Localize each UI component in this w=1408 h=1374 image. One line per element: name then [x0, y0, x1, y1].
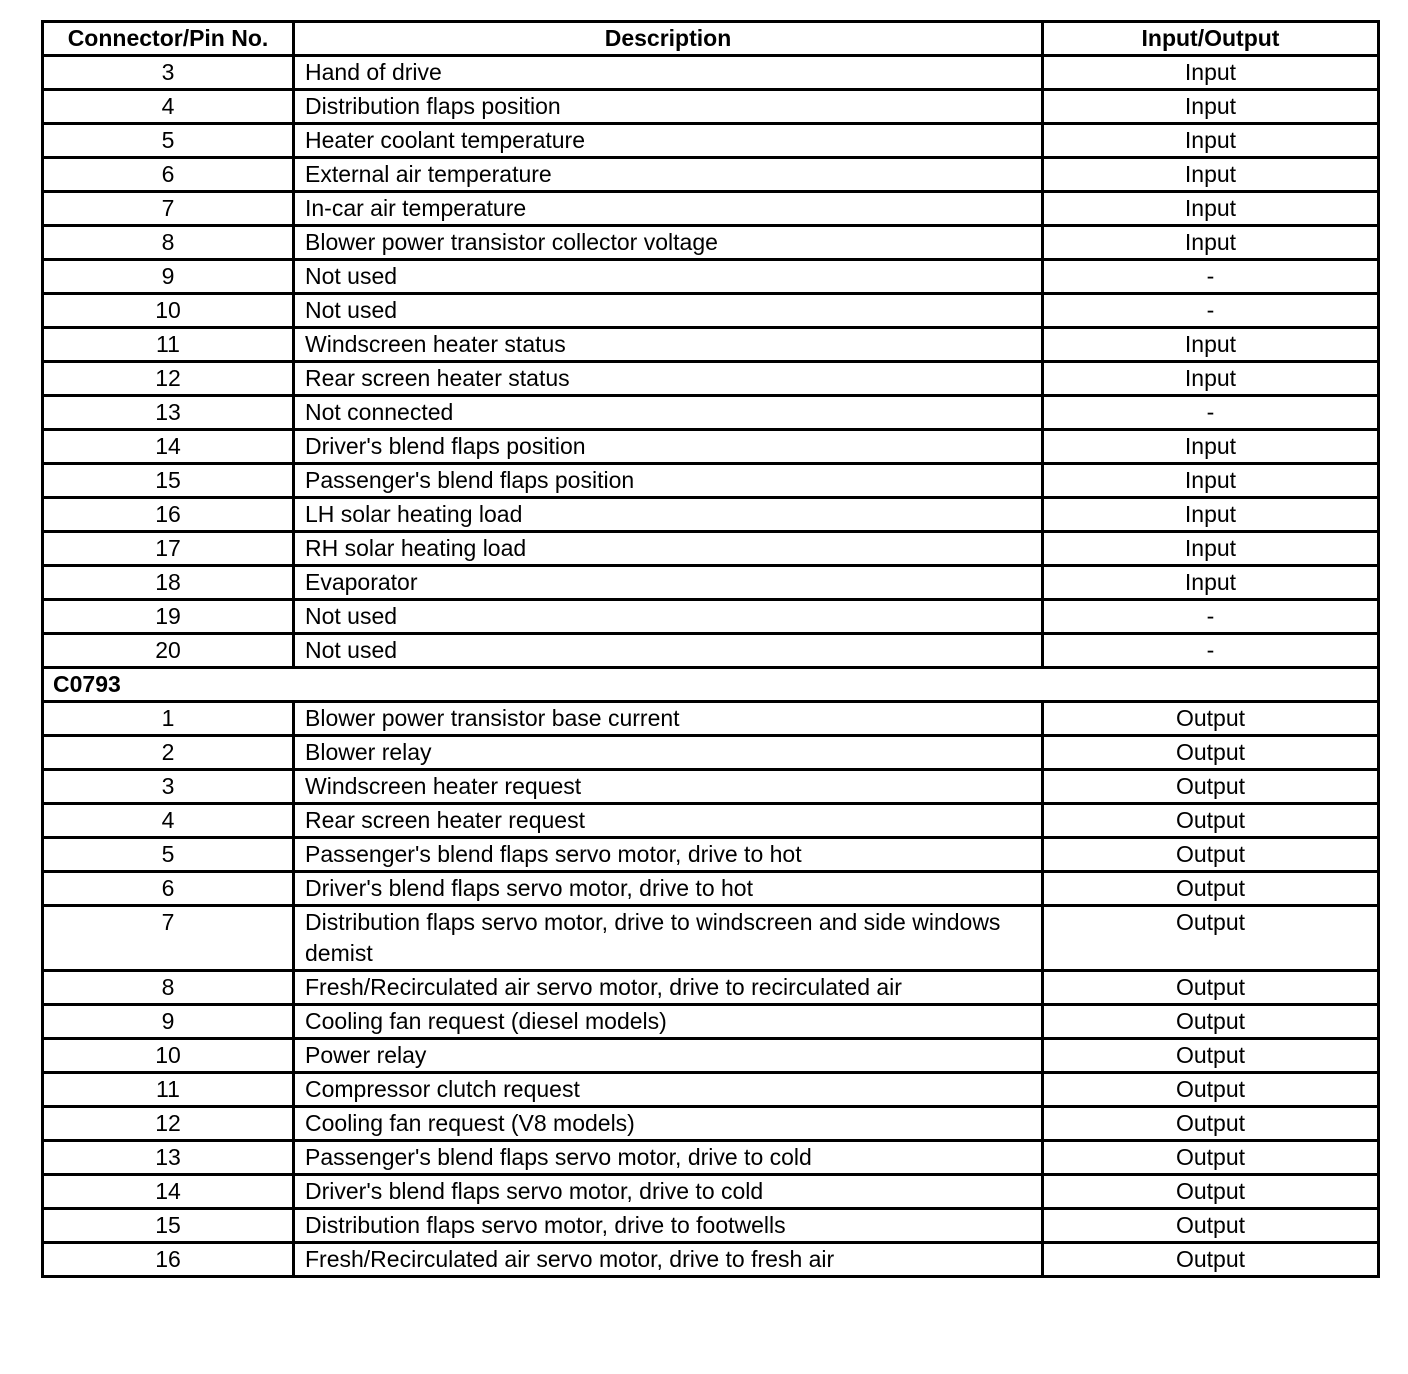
pin-cell: 10	[43, 1039, 294, 1073]
table-row	[43, 634, 1379, 668]
description-cell: Blower power transistor base current	[294, 702, 1043, 736]
io-cell: -	[1043, 396, 1379, 430]
io-cell: -	[1043, 600, 1379, 634]
header-description: Description	[294, 22, 1043, 56]
description-cell: Not used	[294, 260, 1043, 294]
description-cell: Passenger's blend flaps servo motor, drive to cold	[294, 1141, 1043, 1175]
pin-cell: 16	[43, 498, 294, 532]
table-row	[43, 736, 1379, 770]
pin-cell: 15	[43, 1209, 294, 1243]
table-row	[43, 838, 1379, 872]
table-row	[43, 396, 1379, 430]
description-cell: Evaporator	[294, 566, 1043, 600]
pin-cell: 20	[43, 634, 294, 668]
io-cell: Output	[1043, 1039, 1379, 1073]
table-row	[43, 1005, 1379, 1039]
description-cell: Distribution flaps position	[294, 90, 1043, 124]
table-row	[43, 464, 1379, 498]
pin-cell: 8	[43, 226, 294, 260]
table-row	[43, 1175, 1379, 1209]
description-cell: External air temperature	[294, 158, 1043, 192]
pin-cell: 12	[43, 1107, 294, 1141]
description-cell: Not used	[294, 600, 1043, 634]
table-row	[43, 498, 1379, 532]
table-row	[43, 702, 1379, 736]
io-cell: Input	[1043, 90, 1379, 124]
pin-cell: 14	[43, 430, 294, 464]
pin-cell: 18	[43, 566, 294, 600]
description-cell: Windscreen heater status	[294, 328, 1043, 362]
io-cell: Input	[1043, 464, 1379, 498]
table-row	[43, 804, 1379, 838]
table-row	[43, 56, 1379, 90]
pin-cell: 15	[43, 464, 294, 498]
pin-cell: 13	[43, 1141, 294, 1175]
io-cell: Input	[1043, 56, 1379, 90]
table-row	[43, 1039, 1379, 1073]
pin-cell: 5	[43, 838, 294, 872]
io-cell: Output	[1043, 1005, 1379, 1039]
table-row	[43, 1209, 1379, 1243]
pin-cell: 1	[43, 702, 294, 736]
description-cell: Not connected	[294, 396, 1043, 430]
io-cell: Input	[1043, 498, 1379, 532]
description-cell: Driver's blend flaps servo motor, drive to cold	[294, 1175, 1043, 1209]
io-cell: Output	[1043, 804, 1379, 838]
description-cell: Fresh/Recirculated air servo motor, drive to recirculated air	[294, 971, 1043, 1005]
section-label: C0793	[43, 668, 1379, 702]
description-cell: In-car air temperature	[294, 192, 1043, 226]
io-cell: Output	[1043, 736, 1379, 770]
table-row	[43, 192, 1379, 226]
pin-cell: 9	[43, 260, 294, 294]
table-row	[43, 532, 1379, 566]
description-cell: Fresh/Recirculated air servo motor, drive to fresh air	[294, 1243, 1043, 1277]
io-cell: Input	[1043, 328, 1379, 362]
io-cell: Input	[1043, 192, 1379, 226]
description-cell: Not used	[294, 294, 1043, 328]
pin-cell: 4	[43, 804, 294, 838]
io-cell: Output	[1043, 770, 1379, 804]
io-cell: Output	[1043, 702, 1379, 736]
description-cell: Driver's blend flaps servo motor, drive to hot	[294, 872, 1043, 906]
table-row	[43, 1073, 1379, 1107]
table-row	[43, 430, 1379, 464]
io-cell: Input	[1043, 226, 1379, 260]
description-cell: Distribution flaps servo motor, drive to windscreen and side windows demist	[294, 906, 1043, 971]
description-cell: Blower relay	[294, 736, 1043, 770]
description-cell: Power relay	[294, 1039, 1043, 1073]
pin-cell: 11	[43, 328, 294, 362]
description-cell: Cooling fan request (V8 models)	[294, 1107, 1043, 1141]
pin-cell: 2	[43, 736, 294, 770]
pin-cell: 17	[43, 532, 294, 566]
pin-cell: 11	[43, 1073, 294, 1107]
description-cell: Heater coolant temperature	[294, 124, 1043, 158]
table-row	[43, 226, 1379, 260]
pin-cell: 4	[43, 90, 294, 124]
description-cell: Hand of drive	[294, 56, 1043, 90]
table-row	[43, 770, 1379, 804]
pin-cell: 14	[43, 1175, 294, 1209]
table-row	[43, 566, 1379, 600]
table-row	[43, 1107, 1379, 1141]
pin-cell: 5	[43, 124, 294, 158]
group2-rows	[43, 702, 1379, 1277]
io-cell: Output	[1043, 971, 1379, 1005]
io-cell: Output	[1043, 1209, 1379, 1243]
description-cell: RH solar heating load	[294, 532, 1043, 566]
table-row	[43, 294, 1379, 328]
io-cell: -	[1043, 294, 1379, 328]
io-cell: Output	[1043, 1107, 1379, 1141]
table-row	[43, 600, 1379, 634]
io-cell: Output	[1043, 872, 1379, 906]
pin-cell: 6	[43, 158, 294, 192]
pin-cell: 7	[43, 192, 294, 226]
table-row	[43, 90, 1379, 124]
table-row	[43, 260, 1379, 294]
connector-pin-table	[41, 20, 1380, 1278]
section-row	[43, 668, 1379, 702]
header-row	[43, 22, 1379, 56]
io-cell: Output	[1043, 1243, 1379, 1277]
pin-cell: 7	[43, 906, 294, 971]
description-cell: Driver's blend flaps position	[294, 430, 1043, 464]
table-row	[43, 362, 1379, 396]
header-connector-pin: Connector/Pin No.	[43, 22, 294, 56]
io-cell: Input	[1043, 124, 1379, 158]
description-cell: Not used	[294, 634, 1043, 668]
table-row	[43, 1243, 1379, 1277]
table-row	[43, 124, 1379, 158]
pin-cell: 19	[43, 600, 294, 634]
pin-cell: 12	[43, 362, 294, 396]
description-cell: Compressor clutch request	[294, 1073, 1043, 1107]
pin-cell: 3	[43, 56, 294, 90]
table-row	[43, 971, 1379, 1005]
io-cell: Input	[1043, 430, 1379, 464]
pin-cell: 9	[43, 1005, 294, 1039]
pin-cell: 10	[43, 294, 294, 328]
description-cell: LH solar heating load	[294, 498, 1043, 532]
table-row	[43, 328, 1379, 362]
table-row	[43, 1141, 1379, 1175]
io-cell: Input	[1043, 158, 1379, 192]
pin-cell: 16	[43, 1243, 294, 1277]
description-cell: Blower power transistor collector voltage	[294, 226, 1043, 260]
table-row	[43, 158, 1379, 192]
io-cell: -	[1043, 634, 1379, 668]
description-cell: Distribution flaps servo motor, drive to footwells	[294, 1209, 1043, 1243]
io-cell: Output	[1043, 1073, 1379, 1107]
header-input-output: Input/Output	[1043, 22, 1379, 56]
io-cell: Output	[1043, 1175, 1379, 1209]
group1-rows	[43, 56, 1379, 668]
io-cell: Input	[1043, 566, 1379, 600]
description-cell: Cooling fan request (diesel models)	[294, 1005, 1043, 1039]
pin-cell: 6	[43, 872, 294, 906]
description-cell: Windscreen heater request	[294, 770, 1043, 804]
pin-cell: 3	[43, 770, 294, 804]
description-cell: Passenger's blend flaps position	[294, 464, 1043, 498]
pin-cell: 8	[43, 971, 294, 1005]
description-cell: Rear screen heater status	[294, 362, 1043, 396]
io-cell: -	[1043, 260, 1379, 294]
description-cell: Passenger's blend flaps servo motor, drive to hot	[294, 838, 1043, 872]
table-row	[43, 906, 1379, 971]
io-cell: Output	[1043, 1141, 1379, 1175]
description-cell: Rear screen heater request	[294, 804, 1043, 838]
io-cell: Output	[1043, 906, 1379, 971]
io-cell: Input	[1043, 532, 1379, 566]
io-cell: Output	[1043, 838, 1379, 872]
table-row	[43, 872, 1379, 906]
pin-cell: 13	[43, 396, 294, 430]
io-cell: Input	[1043, 362, 1379, 396]
